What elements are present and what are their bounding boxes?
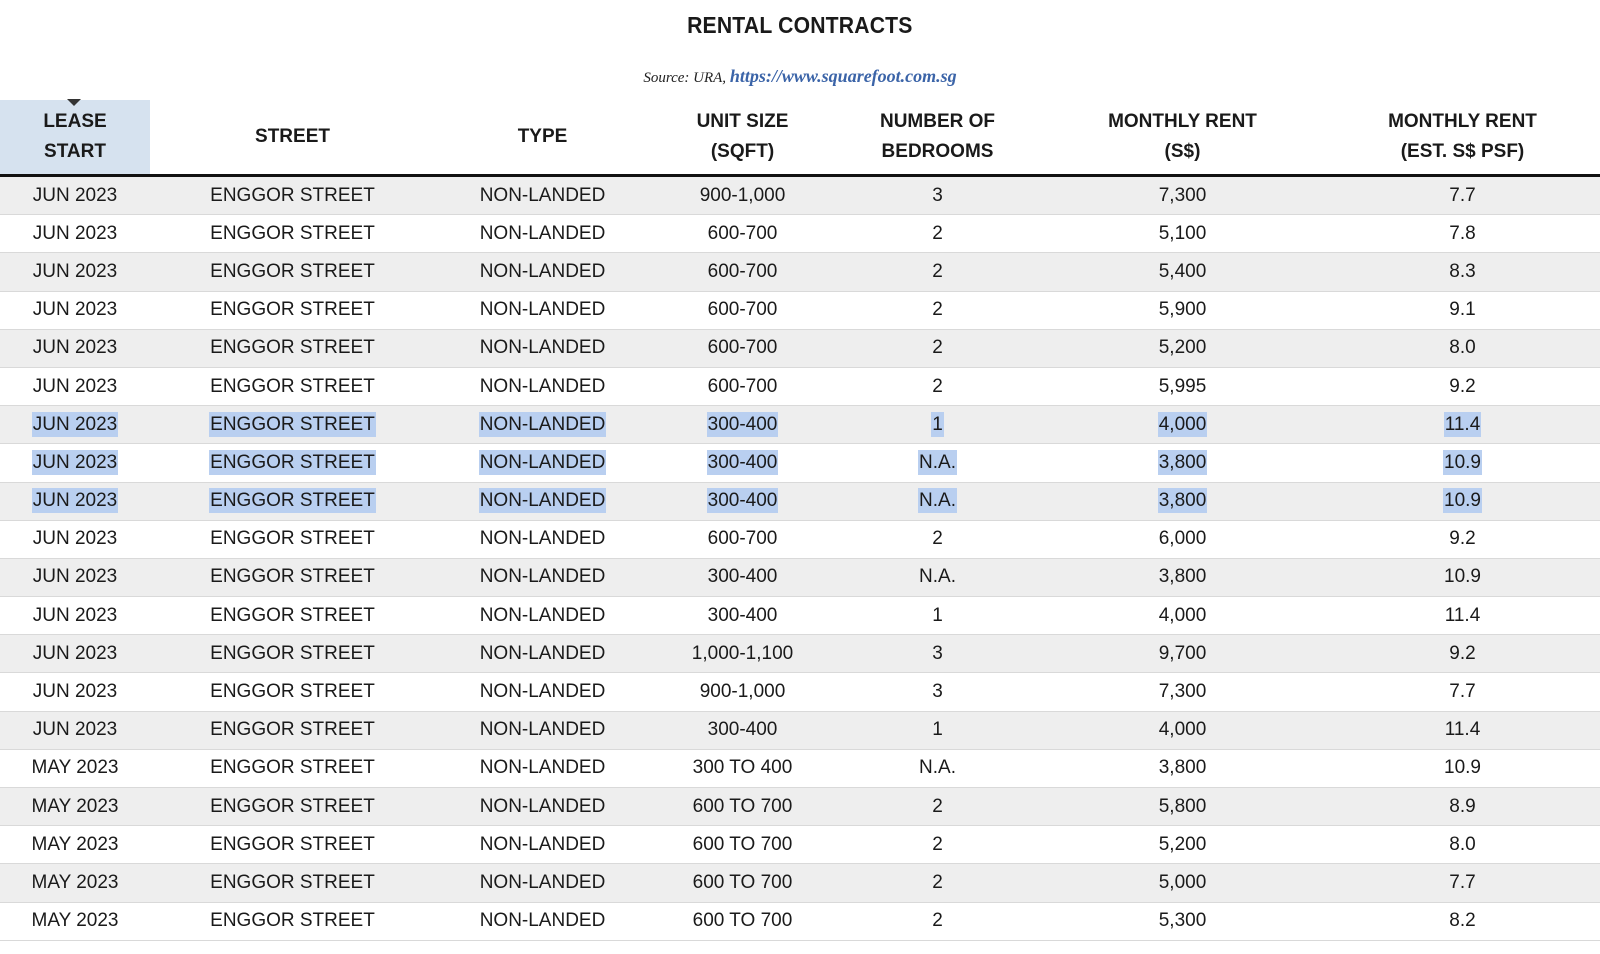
cell-street[interactable]: ENGGOR STREET (150, 367, 435, 405)
cell-monthly-rent[interactable]: 5,200 (1040, 826, 1325, 864)
table-row[interactable] (0, 329, 1600, 367)
cell-unit-size[interactable]: 300 TO 400 (650, 749, 835, 787)
cell-lease-start[interactable]: JUN 2023 (0, 482, 150, 520)
source-line (0, 66, 1600, 87)
header-monthly-rent[interactable]: MONTHLY RENT (S$) (1040, 100, 1325, 176)
cell-unit-size[interactable]: 300-400 (650, 482, 835, 520)
cell-monthly-rent-psf[interactable]: 9.1 (1325, 291, 1600, 329)
cell-lease-start[interactable]: JUN 2023 (0, 558, 150, 596)
cell-lease-start[interactable]: MAY 2023 (0, 826, 150, 864)
cell-monthly-rent-psf[interactable]: 11.4 (1325, 406, 1600, 444)
header-monthly-rent-psf[interactable]: MONTHLY RENT (EST. S$ PSF) (1325, 100, 1600, 176)
cell-unit-size[interactable]: 600-700 (650, 215, 835, 253)
source-prefix: Source: URA, (643, 70, 727, 86)
cell-bedrooms[interactable]: 3 (835, 673, 1040, 711)
table-row[interactable] (0, 253, 1600, 291)
cell-type[interactable]: NON-LANDED (435, 406, 650, 444)
cell-unit-size[interactable]: 600 TO 700 (650, 864, 835, 902)
rental-contracts-table (0, 100, 1600, 941)
cell-monthly-rent-psf[interactable]: 9.2 (1325, 367, 1600, 405)
cell-street[interactable]: ENGGOR STREET (150, 176, 435, 215)
header-type[interactable]: TYPE (435, 100, 650, 176)
cell-street[interactable]: ENGGOR STREET (150, 635, 435, 673)
cell-street[interactable]: ENGGOR STREET (150, 215, 435, 253)
cell-unit-size[interactable]: 600 TO 700 (650, 788, 835, 826)
cell-bedrooms[interactable]: N.A. (835, 482, 1040, 520)
cell-street[interactable]: ENGGOR STREET (150, 329, 435, 367)
cell-type[interactable]: NON-LANDED (435, 902, 650, 940)
cell-monthly-rent[interactable]: 3,800 (1040, 558, 1325, 596)
cell-monthly-rent-psf[interactable]: 8.0 (1325, 329, 1600, 367)
cell-street[interactable]: ENGGOR STREET (150, 711, 435, 749)
cell-monthly-rent-psf[interactable]: 10.9 (1325, 558, 1600, 596)
cell-monthly-rent-psf[interactable]: 8.2 (1325, 902, 1600, 940)
cell-type[interactable]: NON-LANDED (435, 176, 650, 215)
cell-monthly-rent-psf[interactable]: 8.3 (1325, 253, 1600, 291)
cell-bedrooms[interactable]: 2 (835, 291, 1040, 329)
cell-lease-start[interactable]: JUN 2023 (0, 253, 150, 291)
cell-bedrooms[interactable]: 2 (835, 826, 1040, 864)
table-row[interactable] (0, 635, 1600, 673)
cell-monthly-rent[interactable]: 3,800 (1040, 444, 1325, 482)
cell-monthly-rent[interactable]: 5,100 (1040, 215, 1325, 253)
cell-monthly-rent[interactable]: 5,800 (1040, 788, 1325, 826)
cell-monthly-rent-psf[interactable]: 8.9 (1325, 788, 1600, 826)
cell-monthly-rent-psf[interactable]: 11.4 (1325, 597, 1600, 635)
table-row[interactable] (0, 176, 1600, 215)
cell-lease-start[interactable]: MAY 2023 (0, 749, 150, 787)
cell-street[interactable]: ENGGOR STREET (150, 673, 435, 711)
cell-lease-start[interactable]: MAY 2023 (0, 902, 150, 940)
cell-monthly-rent[interactable]: 5,200 (1040, 329, 1325, 367)
cell-monthly-rent[interactable]: 5,400 (1040, 253, 1325, 291)
cell-street[interactable]: ENGGOR STREET (150, 482, 435, 520)
table-row[interactable] (0, 482, 1600, 520)
cell-type[interactable]: NON-LANDED (435, 749, 650, 787)
cell-bedrooms[interactable]: 2 (835, 864, 1040, 902)
cell-bedrooms[interactable]: N.A. (835, 749, 1040, 787)
cell-monthly-rent[interactable]: 4,000 (1040, 406, 1325, 444)
cell-bedrooms[interactable]: 2 (835, 902, 1040, 940)
cell-bedrooms[interactable]: 2 (835, 215, 1040, 253)
cell-type[interactable]: NON-LANDED (435, 444, 650, 482)
cell-type[interactable]: NON-LANDED (435, 520, 650, 558)
cell-lease-start[interactable]: JUN 2023 (0, 291, 150, 329)
cell-street[interactable]: ENGGOR STREET (150, 902, 435, 940)
cell-unit-size[interactable]: 600-700 (650, 520, 835, 558)
table-row[interactable] (0, 749, 1600, 787)
cell-monthly-rent[interactable]: 4,000 (1040, 711, 1325, 749)
table-row[interactable] (0, 902, 1600, 940)
cell-bedrooms[interactable]: 2 (835, 788, 1040, 826)
cell-lease-start[interactable]: JUN 2023 (0, 635, 150, 673)
cell-monthly-rent-psf[interactable]: 10.9 (1325, 482, 1600, 520)
source-link[interactable]: https://www.squarefoot.com.sg (729, 66, 957, 86)
cell-monthly-rent[interactable]: 5,900 (1040, 291, 1325, 329)
cell-monthly-rent-psf[interactable]: 7.7 (1325, 673, 1600, 711)
cell-monthly-rent[interactable]: 7,300 (1040, 176, 1325, 215)
cell-bedrooms[interactable]: 1 (835, 711, 1040, 749)
cell-lease-start[interactable]: JUN 2023 (0, 329, 150, 367)
header-bedrooms[interactable]: NUMBER OF BEDROOMS (835, 100, 1040, 176)
cell-unit-size[interactable]: 300-400 (650, 558, 835, 596)
cell-monthly-rent[interactable]: 3,800 (1040, 482, 1325, 520)
cell-monthly-rent[interactable]: 9,700 (1040, 635, 1325, 673)
cell-unit-size[interactable]: 300-400 (650, 597, 835, 635)
table-row[interactable] (0, 215, 1600, 253)
cell-monthly-rent[interactable]: 5,995 (1040, 367, 1325, 405)
cell-bedrooms[interactable]: N.A. (835, 444, 1040, 482)
cell-bedrooms[interactable]: N.A. (835, 558, 1040, 596)
cell-lease-start[interactable]: JUN 2023 (0, 673, 150, 711)
cell-monthly-rent-psf[interactable]: 8.0 (1325, 826, 1600, 864)
cell-street[interactable]: ENGGOR STREET (150, 826, 435, 864)
cell-monthly-rent[interactable]: 6,000 (1040, 520, 1325, 558)
cell-type[interactable]: NON-LANDED (435, 367, 650, 405)
cell-lease-start[interactable]: MAY 2023 (0, 788, 150, 826)
cell-monthly-rent-psf[interactable]: 7.7 (1325, 864, 1600, 902)
table-row[interactable] (0, 711, 1600, 749)
cell-lease-start[interactable]: JUN 2023 (0, 597, 150, 635)
cell-monthly-rent-psf[interactable]: 10.9 (1325, 444, 1600, 482)
cell-monthly-rent-psf[interactable]: 7.7 (1325, 176, 1600, 215)
cell-monthly-rent-psf[interactable]: 7.8 (1325, 215, 1600, 253)
cell-lease-start[interactable]: MAY 2023 (0, 864, 150, 902)
cell-monthly-rent[interactable]: 5,300 (1040, 902, 1325, 940)
cell-bedrooms[interactable]: 2 (835, 520, 1040, 558)
cell-type[interactable]: NON-LANDED (435, 788, 650, 826)
cell-bedrooms[interactable]: 1 (835, 597, 1040, 635)
cell-monthly-rent[interactable]: 4,000 (1040, 597, 1325, 635)
table-row[interactable] (0, 788, 1600, 826)
cell-bedrooms[interactable]: 1 (835, 406, 1040, 444)
cell-monthly-rent-psf[interactable]: 9.2 (1325, 520, 1600, 558)
cell-unit-size[interactable]: 300-400 (650, 406, 835, 444)
cell-unit-size[interactable]: 600 TO 700 (650, 902, 835, 940)
cell-unit-size[interactable]: 600 TO 700 (650, 826, 835, 864)
cell-type[interactable]: NON-LANDED (435, 597, 650, 635)
cell-monthly-rent[interactable]: 5,000 (1040, 864, 1325, 902)
cell-monthly-rent[interactable]: 7,300 (1040, 673, 1325, 711)
header-lease-start[interactable]: LEASE START (0, 100, 150, 176)
cell-street[interactable]: ENGGOR STREET (150, 749, 435, 787)
cell-unit-size[interactable]: 600-700 (650, 367, 835, 405)
table-row[interactable] (0, 367, 1600, 405)
header-street[interactable]: STREET (150, 100, 435, 176)
table-row[interactable] (0, 673, 1600, 711)
cell-unit-size[interactable]: 900-1,000 (650, 673, 835, 711)
cell-monthly-rent-psf[interactable]: 11.4 (1325, 711, 1600, 749)
cell-unit-size[interactable]: 900-1,000 (650, 176, 835, 215)
cell-street[interactable]: ENGGOR STREET (150, 597, 435, 635)
cell-type[interactable]: NON-LANDED (435, 711, 650, 749)
table-row[interactable] (0, 558, 1600, 596)
cell-street[interactable]: ENGGOR STREET (150, 520, 435, 558)
cell-lease-start[interactable]: JUN 2023 (0, 444, 150, 482)
cell-type[interactable]: NON-LANDED (435, 673, 650, 711)
cell-monthly-rent-psf[interactable]: 9.2 (1325, 635, 1600, 673)
cell-type[interactable]: NON-LANDED (435, 215, 650, 253)
header-row (0, 100, 1600, 176)
cell-type[interactable]: NON-LANDED (435, 635, 650, 673)
cell-unit-size[interactable]: 300-400 (650, 444, 835, 482)
header-unit-size[interactable]: UNIT SIZE (SQFT) (650, 100, 835, 176)
cell-street[interactable]: ENGGOR STREET (150, 406, 435, 444)
table-row[interactable] (0, 406, 1600, 444)
cell-lease-start[interactable]: JUN 2023 (0, 520, 150, 558)
cell-street[interactable]: ENGGOR STREET (150, 788, 435, 826)
cell-street[interactable]: ENGGOR STREET (150, 444, 435, 482)
cell-unit-size[interactable]: 600-700 (650, 329, 835, 367)
table-row[interactable] (0, 291, 1600, 329)
cell-type[interactable]: NON-LANDED (435, 826, 650, 864)
cell-bedrooms[interactable]: 2 (835, 367, 1040, 405)
sort-arrow-icon[interactable] (67, 99, 81, 106)
cell-type[interactable]: NON-LANDED (435, 253, 650, 291)
cell-type[interactable]: NON-LANDED (435, 329, 650, 367)
cell-monthly-rent-psf[interactable]: 10.9 (1325, 749, 1600, 787)
cell-lease-start[interactable]: JUN 2023 (0, 367, 150, 405)
table-row[interactable] (0, 864, 1600, 902)
cell-bedrooms[interactable]: 3 (835, 635, 1040, 673)
cell-monthly-rent[interactable]: 3,800 (1040, 749, 1325, 787)
cell-type[interactable]: NON-LANDED (435, 558, 650, 596)
cell-type[interactable]: NON-LANDED (435, 482, 650, 520)
cell-bedrooms[interactable]: 2 (835, 253, 1040, 291)
table-row[interactable] (0, 444, 1600, 482)
cell-type[interactable]: NON-LANDED (435, 291, 650, 329)
cell-street[interactable]: ENGGOR STREET (150, 558, 435, 596)
cell-lease-start[interactable]: JUN 2023 (0, 406, 150, 444)
cell-bedrooms[interactable]: 2 (835, 329, 1040, 367)
cell-unit-size[interactable]: 1,000-1,100 (650, 635, 835, 673)
table-row[interactable] (0, 826, 1600, 864)
cell-street[interactable]: ENGGOR STREET (150, 253, 435, 291)
page-title: RENTAL CONTRACTS (687, 12, 913, 38)
cell-lease-start[interactable]: JUN 2023 (0, 176, 150, 215)
cell-street[interactable]: ENGGOR STREET (150, 864, 435, 902)
cell-unit-size[interactable]: 600-700 (650, 291, 835, 329)
cell-street[interactable]: ENGGOR STREET (150, 291, 435, 329)
cell-lease-start[interactable]: JUN 2023 (0, 711, 150, 749)
cell-unit-size[interactable]: 600-700 (650, 253, 835, 291)
cell-unit-size[interactable]: 300-400 (650, 711, 835, 749)
table-row[interactable] (0, 520, 1600, 558)
table-body (0, 176, 1600, 941)
cell-bedrooms[interactable]: 3 (835, 176, 1040, 215)
table-row[interactable] (0, 597, 1600, 635)
cell-lease-start[interactable]: JUN 2023 (0, 215, 150, 253)
cell-type[interactable]: NON-LANDED (435, 864, 650, 902)
